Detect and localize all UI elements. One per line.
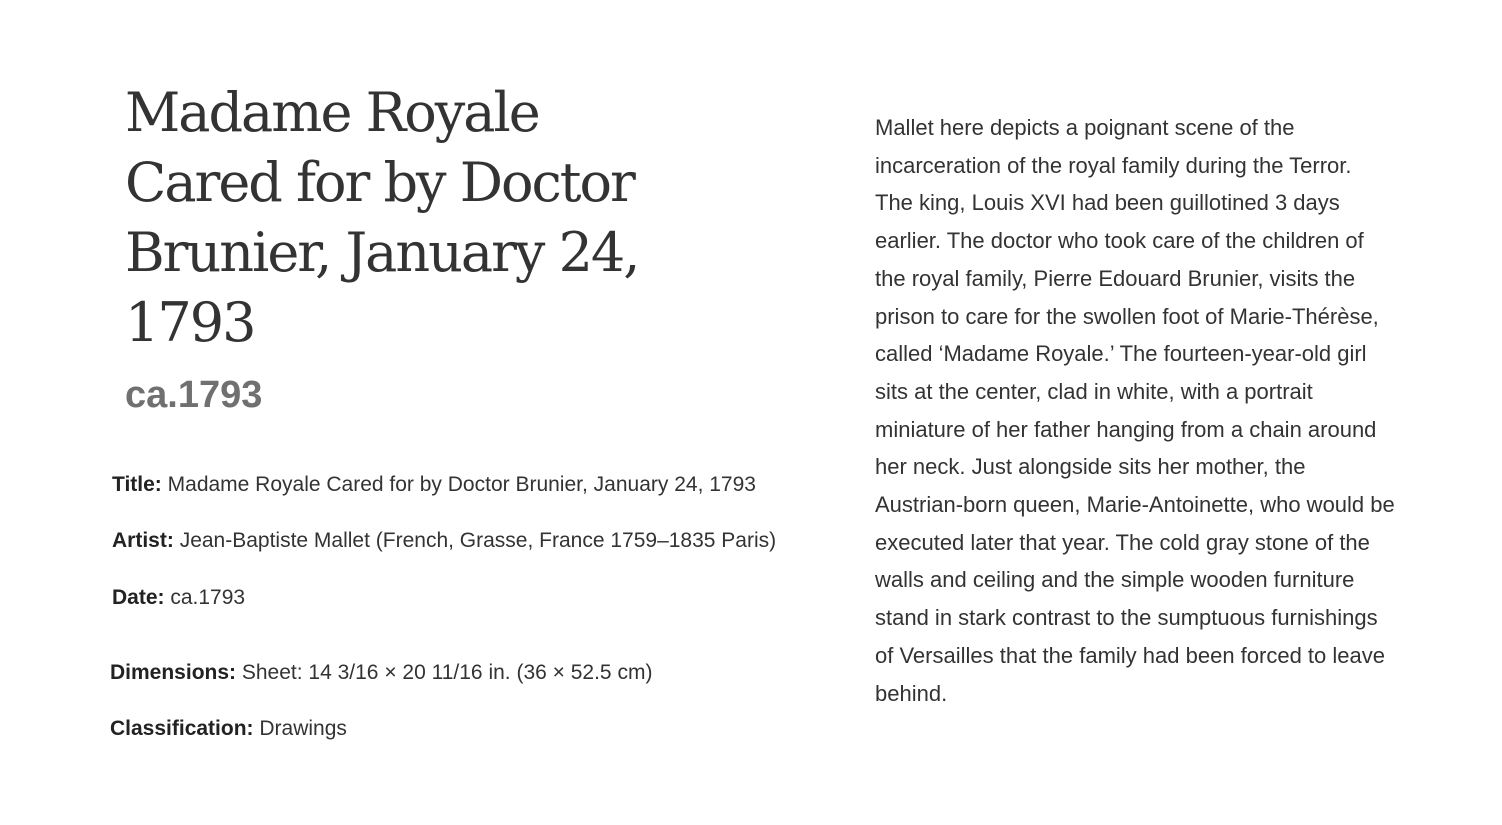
- metadata-title-row: [112, 471, 756, 499]
- metadata-title-label: Title:: [112, 473, 162, 496]
- metadata-title-value: Madame Royale Cared for by Doctor Brunier, January 24, 1793: [167, 473, 756, 496]
- metadata-artist-label: Artist:: [112, 529, 174, 552]
- metadata-date-label: Date:: [112, 586, 165, 609]
- artwork-title: Madame Royale Cared for by Doctor Brunier, January 24, 1793: [125, 81, 639, 354]
- metadata-artist-row: [112, 527, 776, 555]
- metadata-dimensions-value: Sheet: 14 3/16 × 20 11/16 in. (36 × 52.5 cm): [241, 661, 653, 684]
- metadata-classification-row: [110, 715, 347, 743]
- metadata-date-value: ca.1793: [170, 586, 246, 609]
- metadata-classification-label: Classification:: [110, 717, 254, 740]
- metadata-date-row: [112, 584, 245, 612]
- metadata-dimensions-row: [110, 659, 652, 687]
- metadata-dimensions-label: Dimensions:: [110, 661, 237, 684]
- metadata-classification-value: Drawings: [259, 717, 347, 740]
- metadata-artist-value: Jean-Baptiste Mallet (French, Grasse, France 1759–1835 Paris): [179, 529, 777, 552]
- artwork-description: Mallet here depicts a poignant scene of the incarceration of the royal family during the Terror. The king, Louis XVI had been guillotined 3 days earlier. The doctor who took care of the children of the royal family, Pierre Edouard Brunier, visits the prison to care for the swollen foot of Marie-Thérèse, called ‘Madame Royale.’ The fourteen-year-old girl sits at the center, clad in white, with a portrait miniature of her father hanging from a chain around her neck. Just alongside sits her mother, the Austrian-born queen, Marie-Antoinette, who would be executed later that year. The cold gray stone of the walls and ceiling and the simple wooden furniture stand in stark contrast to the sumptuous furnishings of Versailles that the family had been forced to leave behind.: [875, 115, 1395, 706]
- artwork-date: ca.1793: [125, 374, 263, 416]
